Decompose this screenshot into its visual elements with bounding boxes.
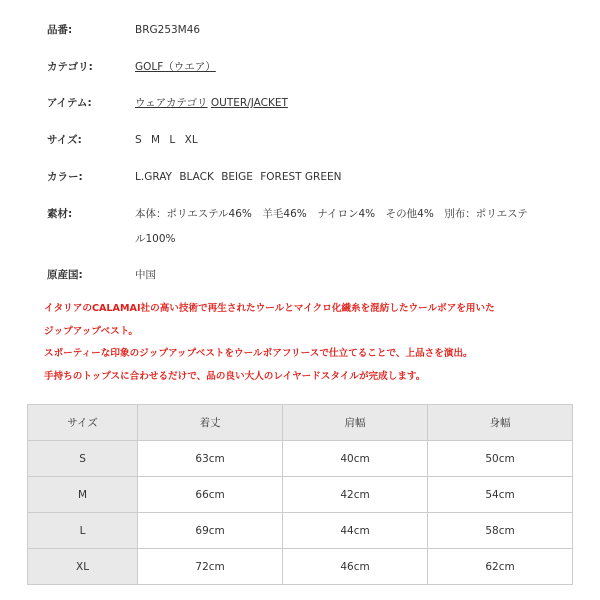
table-cell: 58cm (428, 513, 573, 549)
table-row (28, 513, 573, 549)
size-table-header-row (28, 405, 573, 441)
size-table-header: サイズ (28, 405, 138, 441)
table-cell: 50cm (428, 441, 573, 477)
spec-value-origin: 中国 (135, 269, 156, 281)
table-cell: 69cm (138, 513, 283, 549)
table-cell: 40cm (283, 441, 428, 477)
description-line: 手持ちのトップスに合わせるだけで、品の良い大人のレイヤードスタイルが完成します。 (44, 370, 426, 382)
spec-value-size (135, 128, 555, 152)
table-cell: 66cm (138, 477, 283, 513)
spec-label-category: カテゴリ: (47, 61, 93, 73)
table-cell: 42cm (283, 477, 428, 513)
table-cell: 63cm (138, 441, 283, 477)
color-option: FOREST GREEN (260, 171, 342, 183)
description-line: ジップアップベスト。 (44, 325, 139, 337)
spec-value-category (135, 55, 555, 79)
size-table-header: 着丈 (138, 405, 283, 441)
spec-label-origin: 原産国: (47, 269, 83, 281)
spec-row-material (47, 202, 567, 252)
size-table-header: 肩幅 (283, 405, 428, 441)
size-option: M (151, 134, 161, 146)
material-line: 本体：ポリエステル46% 羊毛46% ナイロン4% その他4% 別布：ポリエステ (135, 208, 528, 220)
spec-label-item: アイテム: (47, 97, 92, 109)
size-table-header: 身幅 (428, 405, 573, 441)
description-line: イタリアのCALAMAI社の高い技術で再生されたウールとマイクロ化繊糸を混紡したウールボアを用いた (44, 303, 495, 314)
spec-label-size: サイズ: (47, 134, 82, 146)
table-cell-size: M (28, 477, 138, 513)
table-cell: 62cm (428, 549, 573, 585)
wear-category-link[interactable]: ウェアカテゴリ (135, 97, 208, 109)
color-option: BEIGE (221, 171, 253, 183)
table-cell: 44cm (283, 513, 428, 549)
color-option: L.GRAY (135, 171, 172, 183)
size-option: S (135, 134, 142, 146)
spec-label-code: 品番: (47, 24, 73, 36)
table-cell: 46cm (283, 549, 428, 585)
table-cell-size: S (28, 441, 138, 477)
table-cell: 72cm (138, 549, 283, 585)
table-cell: 54cm (428, 477, 573, 513)
material-line: ル100% (135, 233, 176, 245)
size-table (27, 404, 573, 585)
outer-jacket-link[interactable]: OUTER/JACKET (210, 97, 288, 109)
table-cell-size: XL (28, 549, 138, 585)
size-option: XL (184, 134, 198, 146)
table-row (28, 477, 573, 513)
table-cell-size: L (28, 513, 138, 549)
spec-value-code: BRG253M46 (135, 24, 201, 36)
spec-value-material (135, 202, 555, 251)
spec-value-item (135, 91, 555, 115)
color-option: BLACK (179, 171, 214, 183)
spec-label-color: カラー: (47, 171, 83, 183)
spec-label-material: 素材: (47, 208, 73, 220)
product-description (44, 298, 574, 388)
table-row (28, 441, 573, 477)
category-link[interactable]: GOLF（ウエア） (135, 61, 216, 73)
table-row (28, 549, 573, 585)
description-line: スポーティーな印象のジップアップベストをウールボアフリースで仕立てることで、上品さを演出。 (44, 348, 473, 359)
spec-value-color (135, 165, 555, 189)
size-option: L (169, 134, 176, 146)
